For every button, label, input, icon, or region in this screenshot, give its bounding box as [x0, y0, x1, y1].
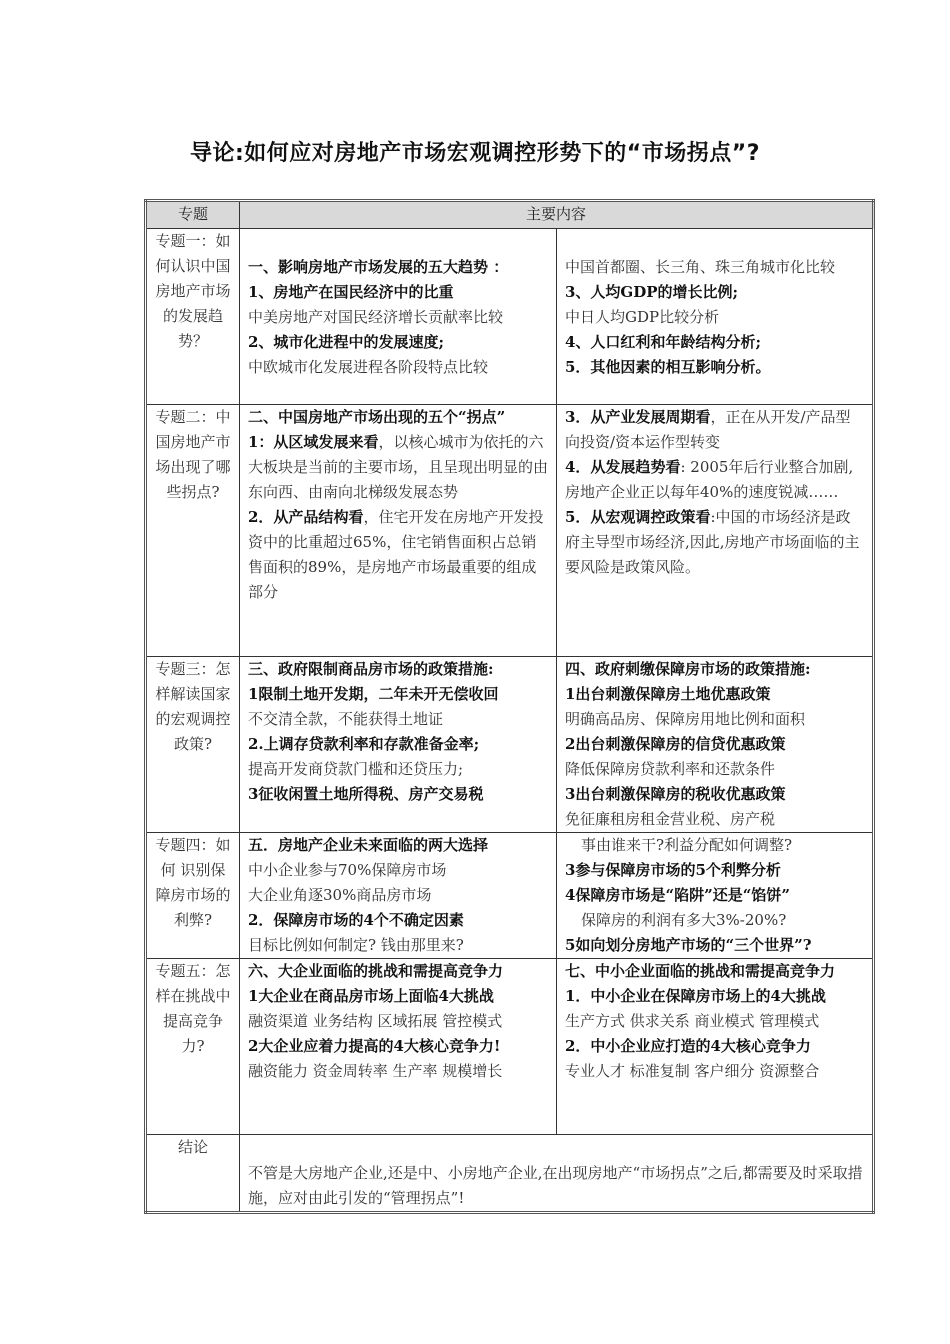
topic-1-left [240, 229, 557, 405]
topic-label: 专题二：中国房地产市场出现了哪些拐点? [155, 408, 231, 501]
list-item: 四、政府刺缴保障房市场的政策措施: [565, 660, 811, 678]
list-item: 3、人均GDP的增长比例; [565, 283, 739, 301]
list-item: 生产方式 供求关系 商业模式 管理模式 [565, 1012, 820, 1030]
list-item: 目标比例如何制定? 钱由那里来? [248, 936, 464, 954]
list-item: 不交清全款，不能获得土地证 [248, 710, 444, 728]
item-lead: 3．从产业发展周期看 [565, 408, 711, 426]
document-title: 导论:如何应对房地产市场宏观调控形势下的“市场拐点”? [190, 141, 760, 166]
list-item: 1．中小企业在保障房市场上的4大挑战 [565, 987, 826, 1005]
list-item: 专业人才 标准复制 客户细分 资源整合 [565, 1062, 820, 1080]
list-item: 中美房地产对国民经济增长贡献率比较 [248, 308, 504, 326]
list-item: 2．保障房市场的4个不确定因素 [248, 911, 464, 929]
list-item: 3征收闲置土地所得税、房产交易税 [248, 785, 484, 803]
table-header-row [146, 201, 874, 229]
topic-cell-1 [146, 229, 240, 405]
list-item: 一、影响房地产市场发展的五大趋势 ： [248, 258, 509, 276]
conclusion-label: 结论 [146, 1135, 240, 1213]
list-item: 1限制土地开发期，二年未开无偿收回 [248, 685, 499, 703]
list-item: 5．其他因素的相互影响分析。 [565, 358, 771, 376]
list-item: 5如向划分房地产市场的“三个世界”? [565, 936, 812, 954]
item-lead: 5．从宏观调控政策看 [565, 508, 711, 526]
item-body: ，以核心城市为依托的六大板块是当前的主要市场，且呈现出明显的由东向西、由南向北梯级发展态势 [248, 433, 549, 501]
list-item: 保障房的利润有多大3%-20%? [581, 911, 787, 929]
list-item: 3出台刺激保障房的税收优惠政策 [565, 785, 786, 803]
topic-label: 专题三：怎样解读国家的宏观调控政策? [155, 660, 231, 753]
list-item: 七、中小企业面临的挑战和需提高竞争力 [565, 962, 836, 980]
list-item [565, 455, 864, 505]
list-item: 中小企业参与70%保障房市场 [248, 861, 447, 879]
topic-cell-4 [146, 833, 240, 959]
list-item: 4保障房市场是“陷阱”还是“馅饼” [565, 886, 790, 904]
list-item: 事由谁来干?利益分配如何调整? [581, 836, 793, 854]
list-item: 五．房地产企业未来面临的两大选择 [248, 836, 489, 854]
topic-row-4 [146, 833, 874, 959]
list-item: 2大企业应着力提高的4大核心竞争力! [248, 1037, 501, 1055]
item-body: : 2005年后行业整合加剧,房地产企业正以每年40%的速度锐减…… [565, 458, 854, 501]
list-item: 融资能力 资金周转率 生产率 规模增长 [248, 1062, 503, 1080]
topic-cell-5 [146, 959, 240, 1135]
conclusion-row [146, 1135, 874, 1213]
topic-4-right [557, 833, 874, 959]
item-body: ，住宅开发在房地产开发投资中的比重超过65%，住宅销售面积占总销售面积的89%，是房地产市场最重要的组成部分 [248, 508, 544, 601]
list-item: 2、城市化进程中的发展速度; [248, 333, 444, 351]
topic-5-right [557, 959, 874, 1135]
topic-label: 专题五：怎样在挑战中提高竞争力? [155, 962, 231, 1055]
list-item [565, 505, 864, 580]
list-item: 大企业角逐30%商品房市场 [248, 886, 432, 904]
topic-2-left [240, 405, 557, 657]
list-item: 中日人均GDP比较分析 [565, 308, 720, 326]
topic-1-right [557, 229, 874, 405]
topic-row-2 [146, 405, 874, 657]
list-item: 二、中国房地产市场出现的五个“拐点” [248, 408, 506, 426]
topic-3-left [240, 657, 557, 833]
list-item: 三、政府限制商品房市场的政策措施: [248, 660, 494, 678]
topic-label: 专题一：如何认识中国房地产市场的发展趋势？ [155, 232, 231, 350]
list-item: 1大企业在商品房市场上面临4大挑战 [248, 987, 494, 1005]
list-item: 免征廉租房租金营业税、房产税 [565, 810, 776, 828]
list-item: 明确高品房、保障房用地比例和面积 [565, 710, 806, 728]
list-item: 融资渠道 业务结构 区域拓展 管控模式 [248, 1012, 503, 1030]
topic-4-left [240, 833, 557, 959]
topic-row-5 [146, 959, 874, 1135]
list-item: 4、人口红利和年龄结构分析; [565, 333, 761, 351]
item-body: :中国的市场经济是政府主导型市场经济,因此,房地产市场面临的主要风险是政策风险。 [565, 508, 860, 576]
conclusion-text-cell [240, 1135, 874, 1213]
conclusion-text: 不管是大房地产企业,还是中、小房地产企业,在出现房地产“市场拐点”之后,都需要及时采取措施，应对由此引发的“管理拐点”! [248, 1164, 863, 1207]
topic-label: 专题四：如何 识别保障房市场的利弊? [155, 836, 231, 929]
item-lead: 2．从产品结构看 [248, 508, 364, 526]
list-item: 中欧城市化发展进程各阶段特点比较 [248, 358, 489, 376]
topic-row-1 [146, 229, 874, 405]
list-item: 1出台刺激保障房土地优惠政策 [565, 685, 771, 703]
list-item: 2.上调存贷款利率和存款准备金率; [248, 735, 480, 753]
topic-cell-2 [146, 405, 240, 657]
list-item [248, 505, 548, 605]
list-item: 2．中小企业应打造的4大核心竞争力 [565, 1037, 811, 1055]
header-content: 主要内容 [240, 201, 874, 229]
list-item: 2出台刺激保障房的信贷优惠政策 [565, 735, 786, 753]
topic-3-right [557, 657, 874, 833]
list-item: 六、大企业面临的挑战和需提高竞争力 [248, 962, 504, 980]
item-lead: 4．从发展趋势看 [565, 458, 681, 476]
list-item [248, 430, 548, 505]
list-item: 中国首都圈、长三角、珠三角城市化比较 [565, 258, 836, 276]
topic-cell-3 [146, 657, 240, 833]
header-topic: 专题 [146, 201, 240, 229]
topic-row-3 [146, 657, 874, 833]
list-item: 降低保障房贷款利率和还款条件 [565, 760, 776, 778]
list-item: 3参与保障房市场的5个利弊分析 [565, 861, 781, 879]
topic-2-right [557, 405, 874, 657]
item-lead: 1：从区域发展来看 [248, 433, 379, 451]
course-outline-table [144, 199, 875, 1214]
item-body: ，正在从开发/产品型向投资/资本运作型转变 [565, 408, 851, 451]
list-item: 1、房地产在国民经济中的比重 [248, 283, 454, 301]
list-item: 提高开发商贷款门槛和还贷压力; [248, 760, 464, 778]
list-item [565, 405, 864, 455]
topic-5-left [240, 959, 557, 1135]
